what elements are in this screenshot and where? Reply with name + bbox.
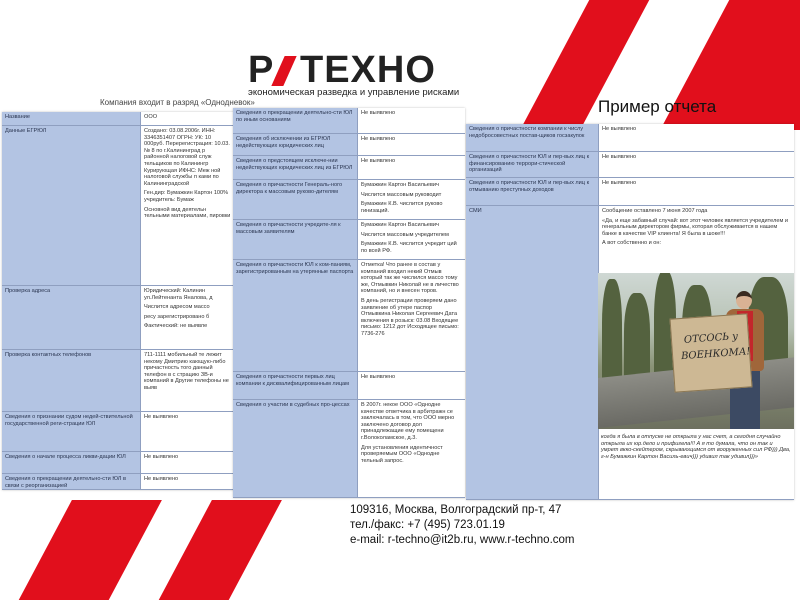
row-value: [357, 220, 465, 259]
contact-phone: тел./факс: +7 (495) 723.01.19: [350, 519, 505, 531]
row-label: Сведения о прекращении деятельно-сти ЮЛ по иным основаниям: [233, 108, 357, 133]
contact-block: [350, 503, 575, 548]
row-value: [140, 126, 234, 285]
r-techno-logo: [248, 50, 463, 90]
row-label: Сведения о предстоящем исключе-нии недействующих юридических лиц из ЕГРЮЛ: [233, 156, 357, 179]
row-label: Сведения о прекращении деятельно-сти ЮЛ в связи с реорганизацией: [2, 474, 140, 489]
row-value: [357, 180, 465, 219]
row-value-paragraph: Числится массовым учредителем: [361, 231, 449, 238]
sign-text: ОТСОСЬ у ВОЕНКОМА!: [680, 331, 751, 363]
report-row: [466, 152, 794, 178]
report-example-title: Пример отчета: [598, 97, 717, 116]
red-stripe: [148, 500, 282, 600]
row-value-paragraph: Основной вид деятельн тельными материалами, пировки: [144, 206, 231, 220]
report-page-1: [2, 112, 234, 490]
report-row: [2, 412, 234, 452]
row-value: Не выявлено: [598, 124, 794, 151]
row-value: Не выявлено: [598, 152, 794, 177]
row-value: [140, 350, 234, 411]
row-value: Не выявлено: [598, 178, 794, 205]
row-value-paragraph: Фактический: не выявле: [144, 323, 208, 330]
row-label: Сведения о причастности ЮЛ и пер-вых лиц к финансированию террори-стической организаций: [466, 152, 598, 177]
row-value-paragraph: Бумажкин Картон Васильевич: [361, 182, 439, 188]
report-row: [233, 400, 465, 498]
row-label: Название: [2, 112, 140, 125]
row-label: Сведения о признании судом недей-ствительной государственной реги-страции ЮЛ: [2, 412, 140, 451]
row-label: Сведения о участии в судебных про-цессах: [233, 400, 357, 497]
row-value: [357, 400, 465, 497]
row-value-paragraph: Отметка! Что ранее в состав у компаний входил некий Отмыв который так же числился массо тому же, Отмывкин Николай не в личество компаний, но и внесен торов.: [361, 262, 459, 295]
report-row: [233, 134, 465, 156]
row-value: [140, 286, 234, 349]
row-value-paragraph: Для установления идентичност проверяемым ООО «Однодне тельный запрос.: [361, 444, 443, 464]
row-label: Сведения о причастности учредите-ля к массовым заявителям: [233, 220, 357, 259]
row-label: Сведения о причастности первых лиц компании к дисквалифицированным лицам: [233, 372, 357, 399]
report-row: [2, 350, 234, 412]
report-row: [233, 156, 465, 180]
report-row: [2, 474, 234, 490]
contact-email: e-mail: r-techno@it2b.ru, www.r-techno.com: [350, 534, 575, 546]
report-row: [233, 220, 465, 260]
row-value-paragraph: 711-1111 мобильный те лежит некому Дмитрию кающую-либо причастность того данный телефон в с страцию ЗВ-и компаний в Другие телефоны не выяв: [144, 352, 229, 391]
row-value-paragraph: Бумажкин К.В. числится учредит ций по всей РФ.: [361, 241, 457, 254]
report-row: [233, 372, 465, 400]
report-page-2: [233, 108, 465, 498]
row-label: СМИ: [466, 206, 598, 499]
row-value: Не выявлено: [357, 156, 465, 179]
row-value: Не выявлено: [140, 474, 234, 489]
row-label: Проверка контактных телефонов: [2, 350, 140, 411]
row-label: Данные ЕГРЮЛ: [2, 126, 140, 285]
row-value-paragraph: ресу зарегистрировано б: [144, 313, 210, 320]
report-row: [466, 124, 794, 152]
red-stripe: [8, 500, 162, 600]
company-status-heading: Компания входит в разряд «Однодневок»: [100, 98, 255, 107]
report-row: [466, 178, 794, 206]
logo-word: ТЕХНО: [300, 49, 436, 91]
row-label: Сведения о начале процесса ликви-дации ЮЛ: [2, 452, 140, 473]
row-value-paragraph: Бумажкин Картон Васильевич: [361, 222, 439, 228]
report-row: [2, 112, 234, 126]
row-value: Не выявлено: [357, 372, 465, 399]
media-quote-continued: когда я была в отпуске не открыла у нас счет, а сегодня случайно открыла их юр.дело и прифигела!!! А я то думала, что он так и умрет вкко-скейтером, скрывающимся от вооруженных сил РФ))) Два, г-н Бумажкин Картон Василь-евич))) удивил так удивил)))»: [601, 434, 791, 460]
row-value-paragraph: «Да, и еще забавный случай: вот этот человек является учредителем и генеральным директором фирмы, которая обслуживается в нашем банке в качестве VIP клиента! Я была в шоке!!!: [602, 217, 788, 237]
row-value-paragraph: А вот собственно и он:: [602, 240, 662, 247]
row-value: Не выявлено: [140, 452, 234, 473]
row-label: Сведения о причастности ЮЛ и пер-вых лиц к отмыванию преступных доходов: [466, 178, 598, 205]
row-value: Не выявлено: [357, 108, 465, 133]
row-value: Не выявлено: [140, 412, 234, 451]
report-row: [233, 260, 465, 372]
tree: [602, 279, 622, 389]
report-row: [2, 126, 234, 286]
logo-tagline: экономическая разведка и управление рисками: [248, 87, 460, 98]
row-value-paragraph: Бумажкин К.В. числится руково гинизаций.: [361, 201, 443, 214]
row-value-paragraph: Сообщение оставлено 7 июня 2007 года: [602, 208, 708, 214]
row-value-paragraph: В день регистрации проверяем дано заявление об утере паспор Отмывкина Николая Сергеевич Дата включения в розыск: 03.08 Входящее письмо: 1212 дот Исходящее письмо: 7736-276: [361, 297, 459, 337]
row-value-paragraph: Ген.дир: Бумажкин Картон 100% учредитель: Бумаж: [144, 190, 229, 203]
report-row: [233, 108, 465, 134]
row-value-paragraph: Числится адресом массо: [144, 304, 210, 311]
row-value-paragraph: В 2007г. некое ООО «Однодне качестве ответчика в арбитражн се заключалась в том, что ООО мерно заключено договор дол принадлежащие ему помещени г.Волоколамское, д.3.: [361, 402, 455, 441]
row-value-paragraph: Создано: 03.08.2006г. ИНН: 3346351407 ОГРН: УК: 10 000руб. Перерегистрация: 10.03. № 8 по г.Калининград р районной налоговой служ тельщиков по Калинингр Курирующая ИФНС: Меж ной налоговой службы п ками по Калининградской: [144, 128, 230, 187]
row-label: Сведения о причастности компании к числу недобросовестных постав-щиков госзакупок: [466, 124, 598, 151]
row-label: Проверка адреса: [2, 286, 140, 349]
logo-slash: [271, 56, 296, 86]
row-value-paragraph: Числится массовым руководит: [361, 191, 442, 198]
row-label: Сведения о причастности ЮЛ к ком-паниям, зарегистрированным на утерянные паспорта: [233, 260, 357, 371]
cardboard-sign: [670, 313, 753, 392]
contact-address: 109316, Москва, Волгоградский пр-т, 47: [350, 504, 562, 516]
row-value-paragraph: Юридический: Калинин ул.Лейтенанта Яналова, д: [144, 288, 213, 301]
logo-letter-r: Р: [248, 49, 274, 91]
hitchhiker-photo: [598, 273, 794, 429]
report-row: [2, 452, 234, 474]
row-label: Сведения об исключении из ЕГРЮЛ недействующих юридических лиц: [233, 134, 357, 155]
row-label: Сведения о причастности Генераль-ного директора к массовым руково-дителям: [233, 180, 357, 219]
row-value: ООО: [140, 112, 234, 125]
row-value: [357, 260, 465, 371]
report-row: [2, 286, 234, 350]
report-row: [233, 180, 465, 220]
row-value: Не выявлено: [357, 134, 465, 155]
